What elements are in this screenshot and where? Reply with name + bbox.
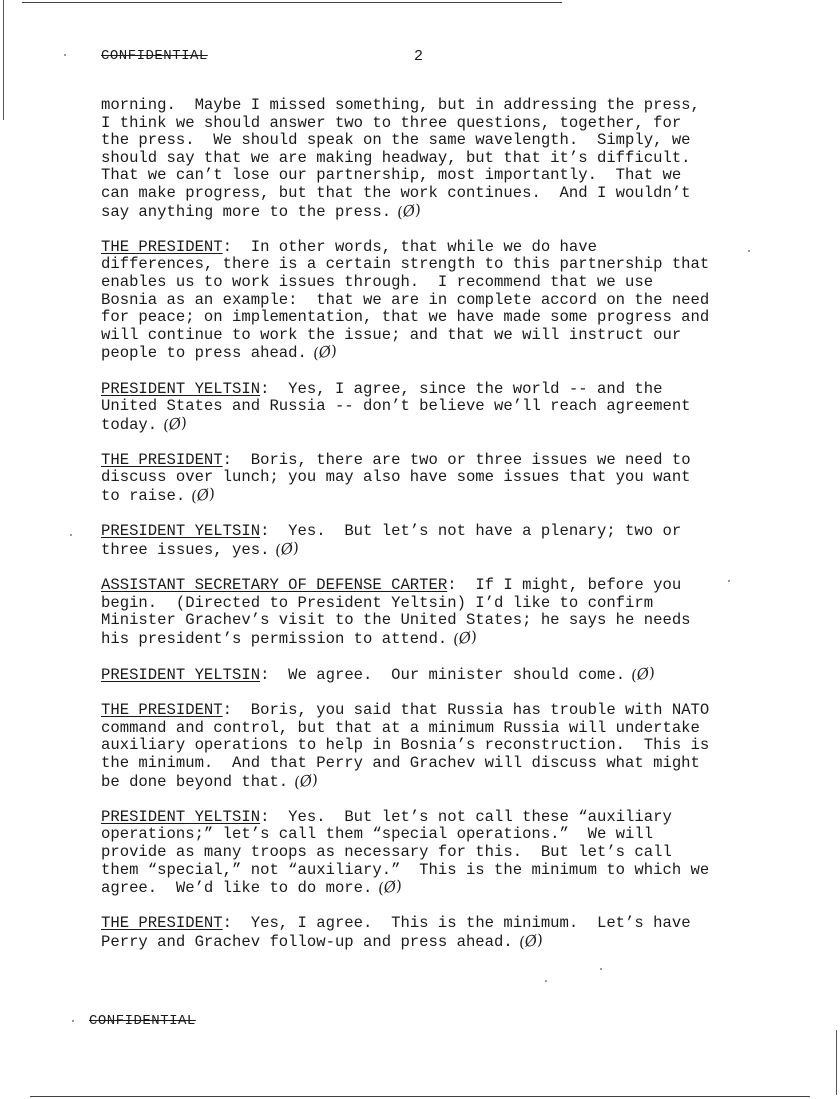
- speaker-name: ASSISTANT SECRETARY OF DEFENSE CARTER: [101, 576, 448, 595]
- classification-mark: (Ø): [274, 538, 301, 560]
- speaker-name: PRESIDENT YELTSIN: [101, 379, 261, 398]
- classification-mark: (Ø): [161, 413, 189, 435]
- speaker-colon: :: [260, 379, 270, 398]
- scan-speck: [545, 980, 547, 982]
- speaker-colon: :: [222, 701, 233, 720]
- speaker-name: THE PRESIDENT: [101, 237, 223, 256]
- transcript-paragraph: [101, 381, 771, 435]
- speaker-name: THE PRESIDENT: [101, 701, 223, 720]
- classification-mark: (Ø): [395, 199, 423, 222]
- speaker-name: PRESIDENT YELTSIN: [101, 522, 261, 541]
- paragraph-text: morning. Maybe I missed something, but in addressing the press, I think we should answer two to three questions, together, for the press. We should speak on the same wavelength. Simply, we should say that we are making headway, but that it’s difficult. That we can’t lose our partnership, most importantly. That we can make progress, but that the work continues. And I wouldn’t say anything more to the press.: [101, 96, 700, 221]
- classification-mark: (Ø): [629, 663, 657, 685]
- speaker-colon: :: [222, 237, 233, 256]
- speaker-colon: :: [260, 807, 270, 826]
- speaker-name: THE PRESIDENT: [101, 450, 223, 469]
- speaker-colon: :: [222, 914, 233, 933]
- classification-mark: (Ø): [517, 930, 544, 952]
- scan-speck: [70, 534, 72, 536]
- classification-mark: (Ø): [189, 484, 217, 506]
- paragraph-text: Yes. But let’s not have a plenary; two or three issues, yes.: [101, 522, 682, 559]
- header-classification: CONFIDENTIAL: [101, 48, 208, 64]
- paragraph-text: If I might, before you begin. (Directed to President Yeltsin) I’d like to confirm Minister Grachev’s visit to the United States; he says he needs his president’s permission to attend.: [101, 576, 691, 648]
- speaker-name: PRESIDENT YELTSIN: [101, 807, 261, 826]
- scan-edge-right: [836, 1030, 837, 1095]
- footer-classification: CONFIDENTIAL: [89, 1013, 196, 1029]
- transcript-paragraph: [101, 239, 771, 363]
- transcript-paragraph: [101, 663, 771, 685]
- speaker-colon: :: [260, 522, 270, 541]
- scan-edge-left: [3, 0, 4, 120]
- paragraph-text: In other words, that while we do have differences, there is a certain strength to this partnership that enables us to work issues through. I recommend that we use Bosnia as an example: that we are in complete accord on the need for peace; on implementation, that we have made some progress and will continue to work the issue; and that we will instruct our people to press ahead.: [101, 237, 710, 363]
- transcript-paragraph: [101, 809, 771, 898]
- speaker-name: THE PRESIDENT: [101, 914, 223, 933]
- paragraph-text: Yes, I agree. This is the minimum. Let’s have Perry and Grachev follow-up and press ahead.: [101, 914, 691, 951]
- speaker-colon: :: [222, 450, 233, 469]
- transcript-paragraph: [101, 523, 771, 559]
- scan-edge-bottom: [30, 1096, 810, 1097]
- classification-mark: (Ø): [311, 341, 338, 363]
- transcript-paragraph: [101, 452, 771, 506]
- transcript-paragraph: [101, 915, 771, 951]
- transcript-paragraph: [101, 577, 771, 648]
- paragraph-text: Boris, there are two or three issues we need to discuss over lunch; you may also have some issues that you want to raise.: [101, 450, 691, 506]
- scan-speck: [72, 1020, 74, 1022]
- speaker-name: PRESIDENT YELTSIN: [101, 666, 261, 684]
- scan-edge-top: [22, 2, 562, 3]
- paragraph-text: Yes. But let’s not call these “auxiliary operations;” let’s call them “special operations.” We will provide as many troops as necessary for this. But let’s call them “special,” not “auxiliary.” This is the minimum to which we agree. We’d like to do more.: [101, 807, 710, 898]
- classification-mark: (Ø): [452, 627, 479, 649]
- page-number: 2: [414, 48, 424, 65]
- paragraph-text: Yes, I agree, since the world -- and the United States and Russia -- don’t believe we’ll reach agreement today.: [101, 379, 691, 434]
- speaker-colon: :: [260, 666, 270, 684]
- classification-mark: (Ø): [292, 769, 320, 792]
- classification-mark: (Ø): [377, 876, 404, 898]
- transcript-paragraph: [101, 702, 771, 791]
- transcript-paragraph: [101, 97, 771, 221]
- paragraph-text: We agree. Our minister should come.: [269, 666, 626, 684]
- paragraph-text: Boris, you said that Russia has trouble with NATO command and control, but that at a minimum Russia will undertake auxiliary operations to help in Bosnia’s reconstruction. This is the minimum. And that Perry and Grachev will discuss what might be done beyond that.: [101, 701, 710, 791]
- scan-speck: [64, 54, 66, 56]
- transcript-body: [101, 97, 771, 969]
- speaker-colon: :: [447, 576, 457, 595]
